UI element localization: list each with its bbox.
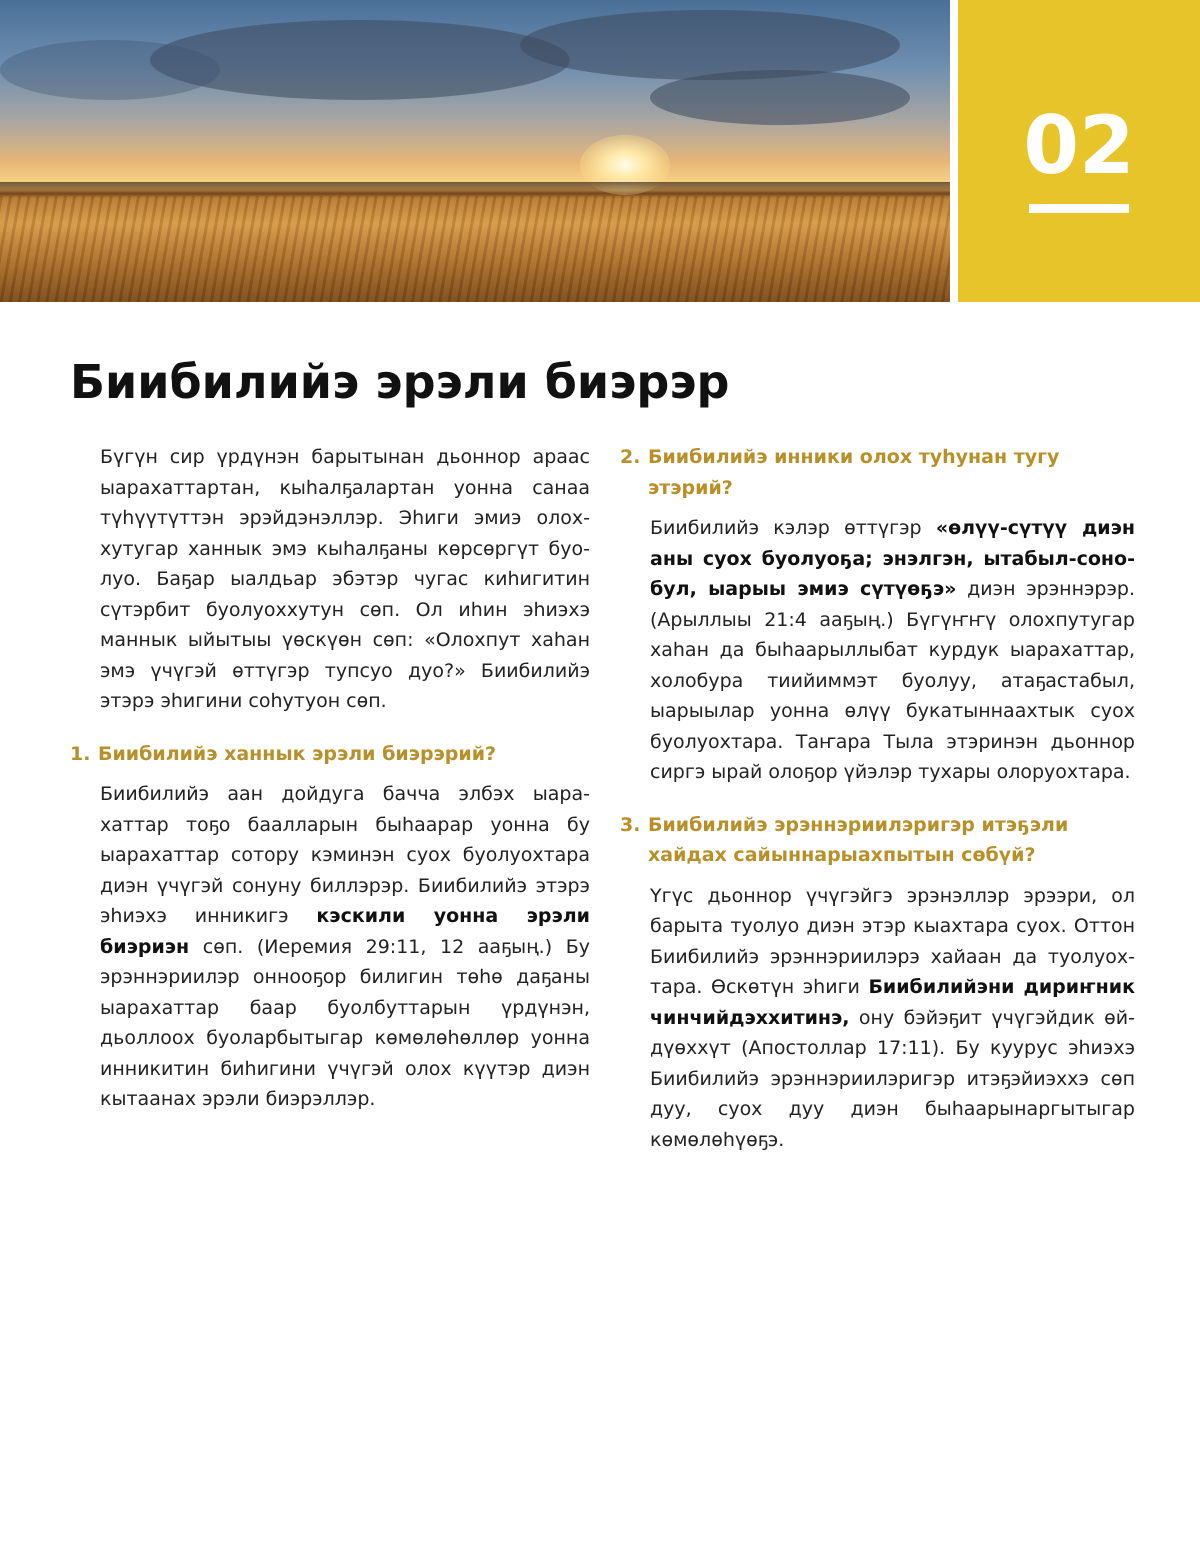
section-heading-text: Биибилийэ ханнык эрэли биэрэрий? xyxy=(98,742,497,765)
body-text: сөп. (Иеремия 29:11, 12 ааҕың.) Бу эрэннэриилэр оннооҕор билигин төһө даҕаны ыарахаттар баар буолбуттарын үрдүнэн, дьоллоох буоларбытыгар көмөлөһөллөр уонна инникитин биһигини үчүгэй олох күүтэр диэн кытаанах эрэли биэрэллэр. xyxy=(100,935,590,1110)
cloud xyxy=(650,70,910,125)
section-number: 2. xyxy=(620,446,641,468)
section-heading-text: Биибилийэ эрэннэриилэригэр итэҕэли хайдах сайыннарыахпытын сөбүй? xyxy=(648,813,1069,866)
horizon xyxy=(0,182,950,196)
page-title: Биибилийэ эрэли биэрэр xyxy=(70,355,730,409)
intro-paragraph: Бүгүн сир үрдүнэн барытынан дьоннор араас ыарахаттартан, кыһалҕалартан уонна санаа түһүүтүттэн эрэйдэнэллэр. Эһиги эмиэ олоххутугар ханнык эмэ кыһалҕаны көрсөргүт буолуо. Баҕар ыалдьар эбэтэр чугас киһигитин сүтэрбит буолуоххутун сөп. Ол иһин эһиэхэ маннык ыйытыы үөскүөн сөп: «Олохпут хаһан эмэ үчүгэй өттүгэр тупсуо дуо?» Биибилийэ этэрэ эһигини соһутуон сөп. xyxy=(100,446,590,712)
body-text: диэн эрэннэрэр. (Арыллыы 21:4 ааҕың.) Бүгүҥҥү олохпутугар хаһан да быһаарыллыбат курдук ыарахаттар, холобура тиийиммэт буолуу, атаҕастабыл, ыарыылар уонна өлүү букатыннаахтык суох буолуохтара. Таҥара Тыла этэринэн дьоннор сиргэ ырай олоҕор үйэлэр тухары олоруохтара. xyxy=(650,578,1136,783)
body-text: Үгүс дьоннор үчүгэйгэ эрэнэллэр эрээри, ол барыта туолуо диэн этэр кыахтара суох. Оттон Биибилийэ эрэннэриилэрэ хайаан да туолуохтара. Өскөтүн эһиги xyxy=(650,884,1135,998)
section-body xyxy=(620,881,1135,1156)
section-number: 1. xyxy=(70,742,91,765)
emphasis-text: кэскили уонна эрэли биэриэн xyxy=(100,905,590,958)
chapter-badge xyxy=(958,0,1200,302)
cloud xyxy=(0,40,220,100)
body-text: Биибилийэ кэлэр өттүгэр xyxy=(650,517,922,539)
chapter-number: 02 xyxy=(1023,99,1135,192)
wheat-field xyxy=(0,196,950,302)
section-heading xyxy=(620,810,1135,871)
body-text: Биибилийэ аан дойдуга бачча элбэх ыарахаттар тоҕо баалларын быһаарар уонна бу ыарахаттар сотору кэминэн суох буолуохтара диэн үчүгэй сонуну биллэрэр. Биибилийэ этэрэ эһиэхэ инникигэ xyxy=(100,783,590,927)
section-number: 3. xyxy=(620,813,641,836)
section-body xyxy=(70,779,590,1115)
section-heading xyxy=(70,739,590,770)
chapter-underline xyxy=(1029,204,1129,213)
right-column xyxy=(620,442,1135,1155)
section-body xyxy=(620,513,1135,788)
cloud xyxy=(520,10,900,80)
hero-image xyxy=(0,0,950,302)
body-text: ону бэйэҕит үчүгэйдик өйдүөххүт (Апостоллар 17:11). Бу куурус эһиэхэ Биибилийэ эрэннэриилэригэр итэҕэйиэххэ сөп дуу, суох дуу диэн быһаарынаргытыгар көмөлөһүөҕэ. xyxy=(650,1006,1136,1151)
section-heading-text: Биибилийэ инники олох туһунан тугу этэрий? xyxy=(648,446,1060,499)
left-column xyxy=(70,442,590,1115)
section-heading xyxy=(620,442,1135,503)
emphasis-text: «өлүү-сүтүү диэн аны суох буолуоҕа; энэлгэн, ытабыл-сонобул, ыарыы эмиэ сүтүөҕэ» xyxy=(650,517,1136,600)
emphasis-text: Биибилийэни дириҥник чинчийдэххитинэ, xyxy=(650,976,1136,1029)
